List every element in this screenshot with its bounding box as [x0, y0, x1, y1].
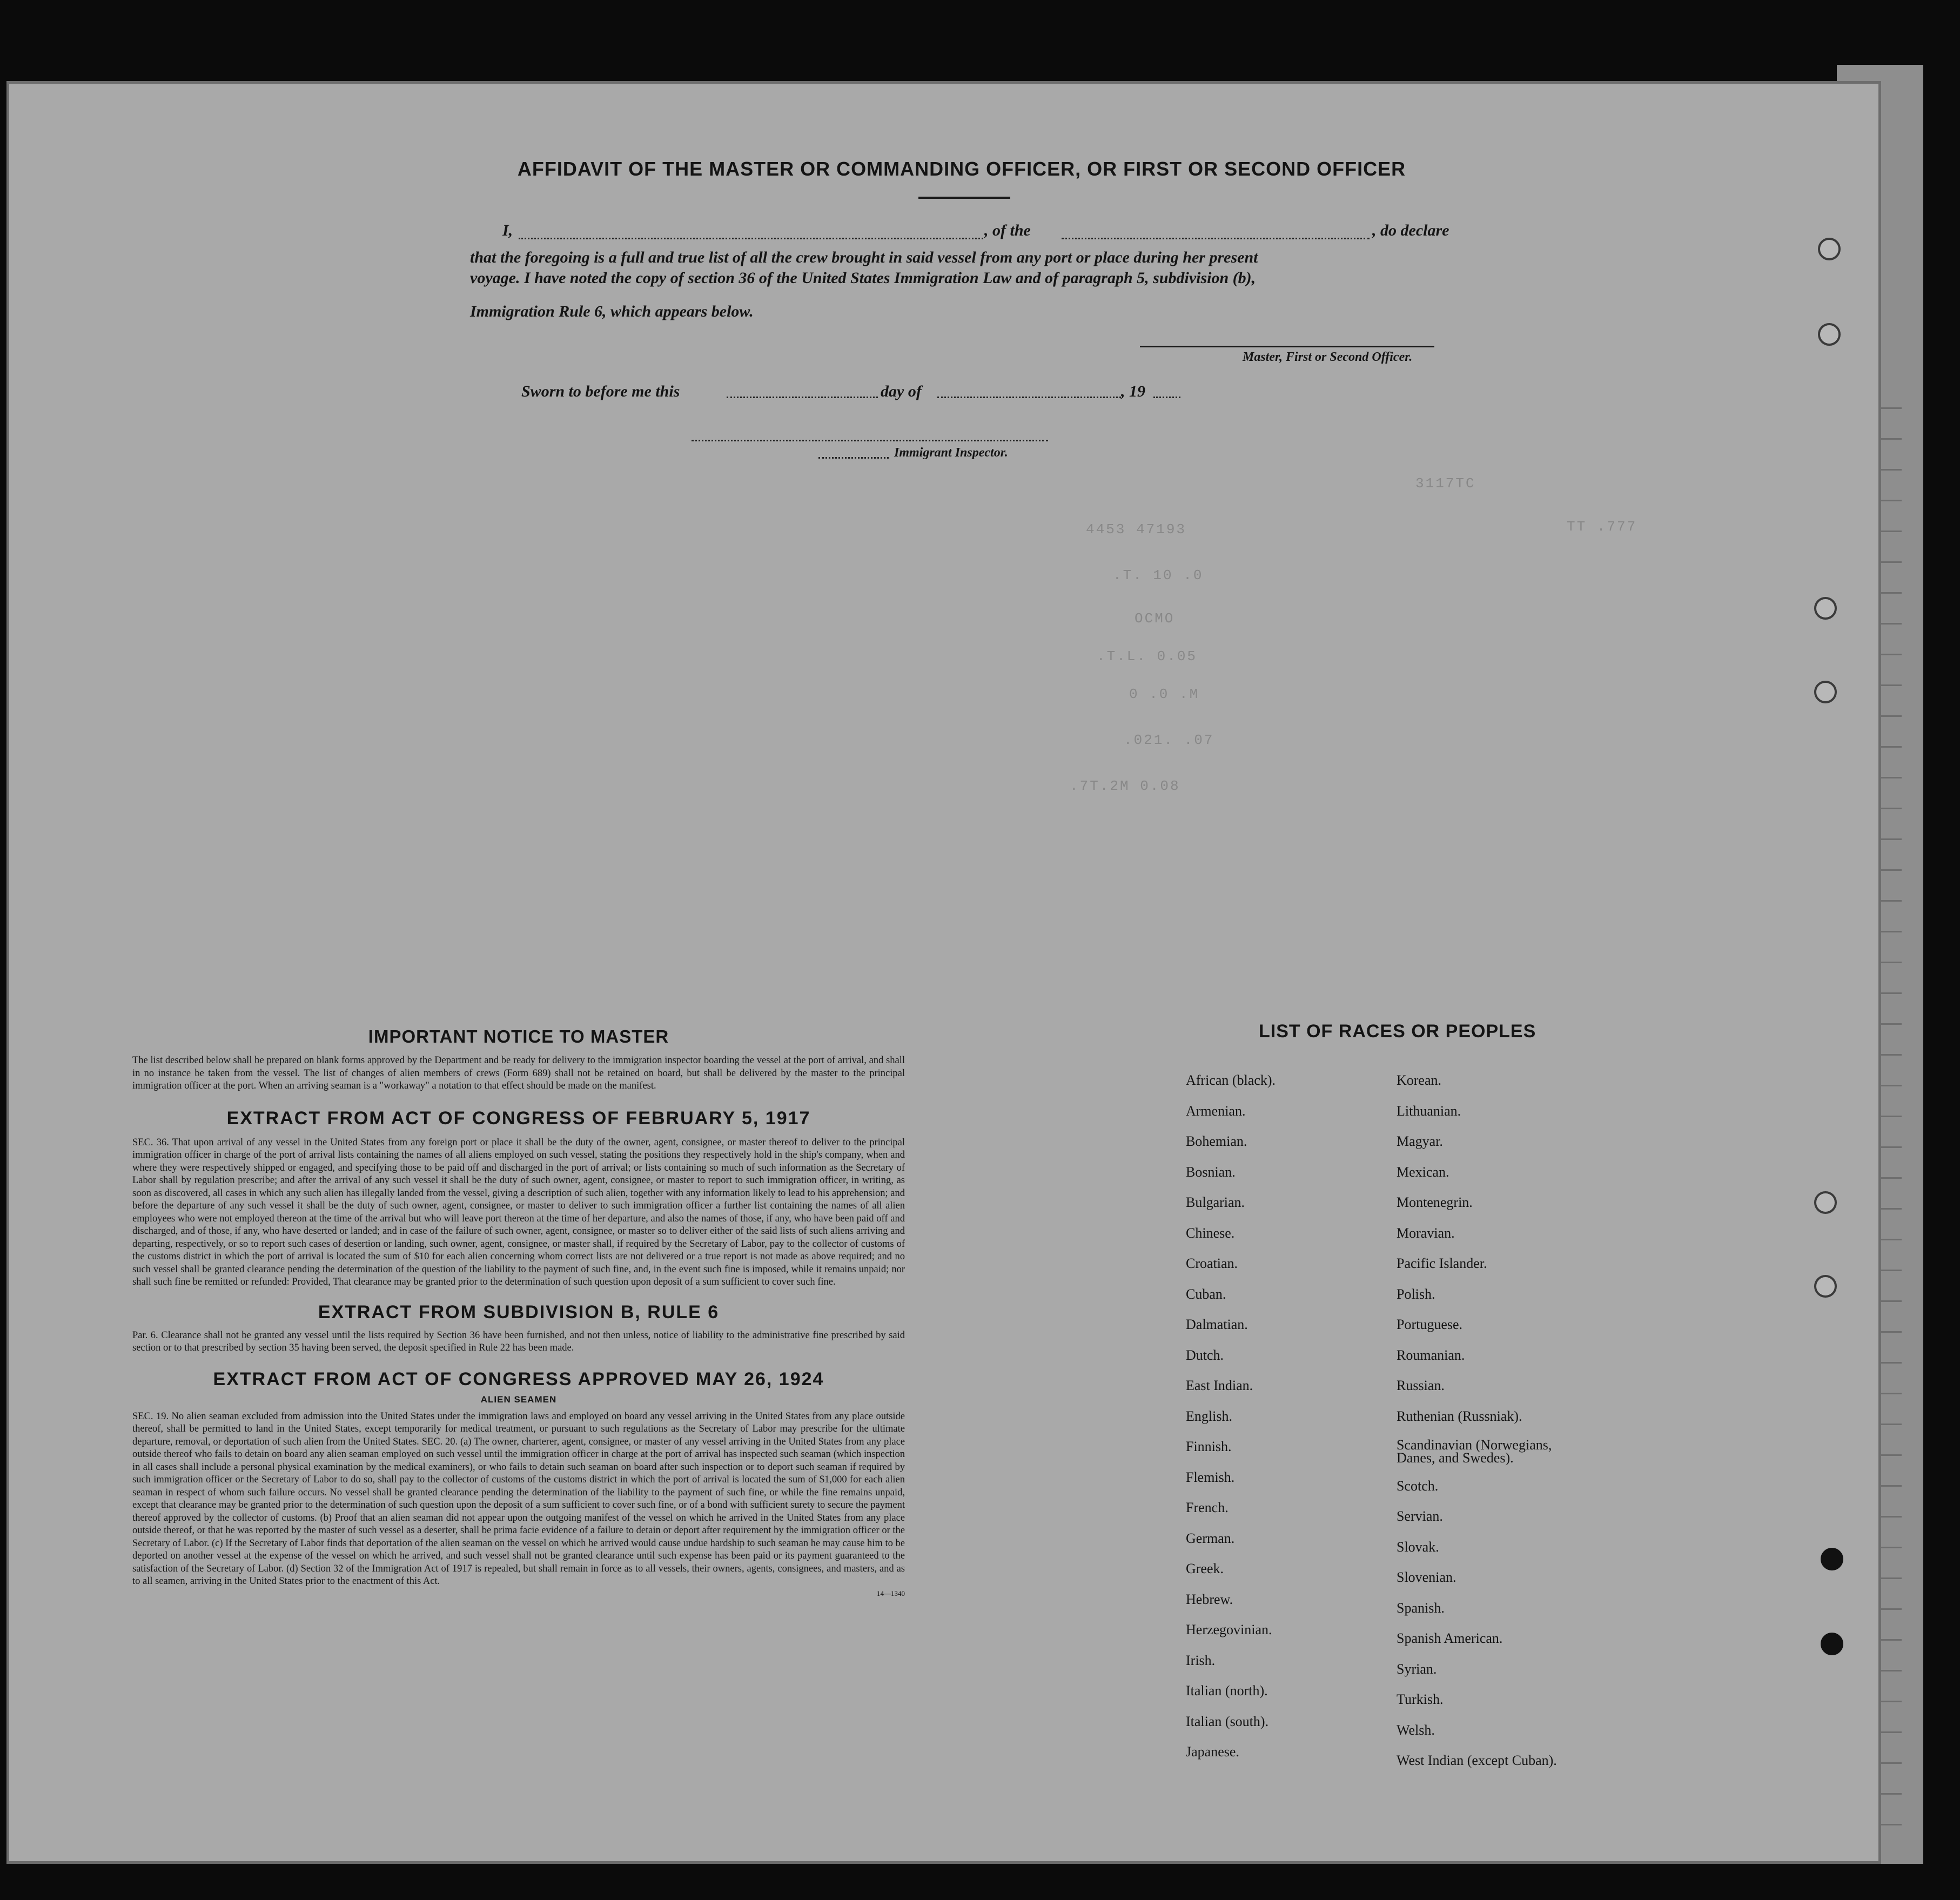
race-item-right: Turkish. — [1397, 1691, 1444, 1707]
extract-1917-body: SEC. 36. That upon arrival of any vessel in the United States from any foreign port or place it shall be the duty of the owner, agent, consignee, or master thereof to deliver to the principal immigration officer in charge of the port of arrival lists containing the names of all aliens employed on such vessel, stating the positions they respectively hold in the ship's company, when and where they were respectively shipped or engaged, and specifying those to be paid off and discharged in the port of arrival; or lists containing so much of such information as the Secretary of Labor shall by regulation prescribe; and after the arrival of any such vessel it shall be the duty of such owner, agent, consignee, or master to report to such immigration officer, in writing, as soon as discovered, all cases in which any such alien has illegally landed from the vessel, giving a description of such alien, together with any information likely to lead to his apprehension; and before the departure of any such vessel it shall be the duty of such owner, agent, consignee, or master to deliver to such immigration officer a further list containing the names of all alien employees who were not employed thereon at the time of the arrival but who will leave port thereon at the time of her departure, and also the names of those, if any, who have been paid off and discharged, and of those, if any, who have deserted or landed; and in case of the failure of such owner, agent, consignee, or master so to deliver either of the said lists of such aliens arriving and departing, respectively, or so to report such cases of desertion or landing, such owner, agent, consignee, or master shall, if required by the Secretary of Labor, pay to the collector of customs of the customs district in which the port of arrival is located the sum of $10 for each alien concerning whom correct lists are not delivered or a true report is not made as above required; and no such vessel shall be granted clearance pending the determination of the question of the liability to the payment of such fine, and, in the event such fine is imposed, while it remains unpaid; nor shall such fine be remitted or refunded: Provided, That clearance may be granted prior to the determination of such question upon deposit of a sum sufficient to cover such fine. — [132, 1137, 905, 1287]
race-item-left: German. — [1186, 1530, 1235, 1546]
race-item-right: Pacific Islander. — [1397, 1256, 1487, 1271]
race-item-left: Dalmatian. — [1186, 1317, 1248, 1332]
inspector-signature-line[interactable] — [692, 440, 1048, 441]
punch-hole — [1814, 681, 1837, 703]
race-item-right: Mexican. — [1397, 1164, 1449, 1180]
punch-hole — [1814, 1191, 1837, 1214]
sworn-year-prefix: , 19 — [1121, 382, 1145, 400]
race-item-right: Welsh. — [1397, 1722, 1435, 1738]
title-underline — [918, 197, 1010, 199]
race-item-right: Korean. — [1397, 1072, 1442, 1088]
races-title: LIST OF RACES OR PEOPLES — [1259, 1021, 1536, 1042]
race-item-right: Servian. — [1397, 1508, 1443, 1524]
affidavit-title: AFFIDAVIT OF THE MASTER OR COMMANDING OFFICER, OR FIRST OR SECOND OFFICER — [517, 158, 1406, 180]
form-number: 14—1340 — [877, 1589, 905, 1597]
sworn-month-field[interactable] — [937, 397, 1121, 398]
punch-hole — [1818, 323, 1841, 346]
affidavit-line-2: that the foregoing is a full and true list of all the crew brought in said vessel from any port or place during her present — [470, 249, 1258, 266]
punch-hole — [1814, 1275, 1837, 1298]
race-item-left: Herzegovinian. — [1186, 1622, 1272, 1637]
inspector-caption: Immigrant Inspector. — [894, 446, 1008, 460]
race-item-right: Moravian. — [1397, 1225, 1455, 1241]
race-item-right: Scandinavian (Norwegians, Danes, and Swedes). — [1397, 1437, 1552, 1466]
declarant-name-field[interactable] — [519, 238, 983, 239]
race-item-right: Montenegrin. — [1397, 1194, 1473, 1210]
notice-title: IMPORTANT NOTICE TO MASTER — [368, 1026, 669, 1046]
race-item-right: Portuguese. — [1397, 1317, 1463, 1332]
race-item-left: Hebrew. — [1186, 1591, 1233, 1607]
race-item-left: Greek. — [1186, 1561, 1224, 1576]
race-item-right: Syrian. — [1397, 1661, 1437, 1677]
affidavit-line-4: Immigration Rule 6, which appears below. — [470, 303, 754, 320]
vessel-name-field[interactable] — [1062, 238, 1370, 239]
punch-hole — [1821, 1548, 1843, 1570]
sworn-prefix: Sworn to before me this — [521, 382, 680, 400]
race-item-left: French. — [1186, 1500, 1229, 1515]
race-item-left: Irish. — [1186, 1652, 1216, 1668]
race-item-left: Croatian. — [1186, 1256, 1238, 1271]
race-item-left: English. — [1186, 1408, 1232, 1424]
race-item-right: Lithuanian. — [1397, 1103, 1461, 1119]
race-item-left: Bosnian. — [1186, 1164, 1236, 1180]
sworn-day-of: day of — [881, 382, 922, 400]
race-item-left: Chinese. — [1186, 1225, 1235, 1241]
race-item-left: Italian (south). — [1186, 1713, 1269, 1729]
race-item-right: Roumanian. — [1397, 1347, 1465, 1363]
race-item-right: Russian. — [1397, 1378, 1445, 1393]
extract-1924-title: EXTRACT FROM ACT OF CONGRESS APPROVED MAY 26, 1924 — [213, 1368, 824, 1389]
race-item-left: Cuban. — [1186, 1286, 1226, 1302]
race-item-left: Flemish. — [1186, 1469, 1235, 1485]
race-item-left: Italian (north). — [1186, 1683, 1268, 1698]
race-item-right: West Indian (except Cuban). — [1397, 1753, 1557, 1768]
race-item-left: Finnish. — [1186, 1439, 1232, 1454]
race-item-right: Scotch. — [1397, 1478, 1439, 1494]
race-item-left: Japanese. — [1186, 1744, 1239, 1760]
notice-body: The list described below shall be prepared on blank forms approved by the Department and be ready for delivery to the immigration inspector boarding the vessel at the port of arrival, and shall in no instance be taken from the vessel. The list of changes of alien members of crews (Form 689) shall not be retained on board, but shall be delivered by the master to the principal immigration officer at the port. When an arriving seaman is a "workaway" a notation to that effect should be made on the manifest. — [132, 1055, 905, 1091]
race-item-left: East Indian. — [1186, 1378, 1253, 1393]
affidavit-do-declare: , do declare — [1372, 221, 1449, 239]
race-item-left: Bohemian. — [1186, 1133, 1247, 1149]
punch-hole — [1821, 1633, 1843, 1655]
race-item-right: Polish. — [1397, 1286, 1435, 1302]
race-item-right: Spanish. — [1397, 1600, 1445, 1616]
punch-hole — [1818, 238, 1841, 260]
race-item-right: Magyar. — [1397, 1133, 1443, 1149]
affidavit-line-3: voyage. I have noted the copy of section 36 of the United States Immigration Law and of paragraph 5, subdivision (b), — [470, 269, 1256, 287]
race-item-left: Bulgarian. — [1186, 1194, 1245, 1210]
master-signature-line[interactable] — [1140, 346, 1434, 347]
race-item-right: Slovak. — [1397, 1539, 1439, 1555]
extract-1924-body: SEC. 19. No alien seaman excluded from admission into the United States under the immigration laws and employed on board any vessel arriving in the United States from any place outside thereof, shall be permitted to land in the United States, except temporarily for medical treatment, or pursuant to such regulations as the Secretary of Labor may prescribe for the ultimate departure, removal, or deportation of such alien from the United States. SEC. 20. (a) The owner, charterer, agent, consignee, or master of any vessel arriving in the United States from any place outside thereof who fails to detain on board any alien seaman employed on such vessel until the immigration officer in charge at the port of arrival has inspected such seaman (which inspection in all cases shall include a personal physical examination by the medical examiners), or who fails to detain such seaman on board after such inspection or to deport such seaman if required by such immigration officer or the Secretary of Labor to do so, shall pay to the collector of customs of the customs district in which the port of arrival is located the sum of $1,000 for each alien seaman in respect of whom such failure occurs. No vessel shall be granted clearance pending the determination of the liability to the payment of such fine, or while the fine remains unpaid, except that clearance may be granted prior to the determination of such question upon the deposit of a sum sufficient to cover such fine, or of a bond with sufficient surety to secure the payment thereof approved by the collector of customs. (b) Proof that an alien seaman did not appear upon the outgoing manifest of the vessel on which he arrived in the United States from any place outside thereof, or that he was reported by the master of such vessel as a deserter, shall be prima facie evidence of a failure to detain or deport after requirement by the immigration officer or the Secretary of Labor. (c) If the Secretary of Labor finds that deportation of the alien seaman on the vessel on which he arrived would cause undue hardship to such seaman he may cause him to be deported on another vessel at the expense of the vessel on which he arrived, and such vessel shall not be granted clearance until such expense has been paid or its payment guaranteed to the satisfaction of the Secretary of Labor. (d) Section 32 of the Immigration Act of 1917 is repealed, but shall remain in force as to all vessels, their owners, agents, consignees, and masters, and as to all seamen, arriving in the United States prior to the enactment of this Act. — [132, 1411, 905, 1587]
extract-rule6-body: Par. 6. Clearance shall not be granted any vessel until the lists required by Section 36 have been furnished, and not then unless, notice of liability to the administrative fine prescribed by said section or to that prescribed by section 35 having been served, the deposit specified in Rule 22 has been made. — [132, 1330, 905, 1353]
affidavit-of-the: , of the — [984, 221, 1031, 239]
notices-column — [132, 1026, 905, 1598]
punch-hole — [1814, 597, 1837, 620]
race-item-left: African (black). — [1186, 1072, 1276, 1088]
race-item-right: Ruthenian (Russniak). — [1397, 1408, 1522, 1424]
extract-rule6-title: EXTRACT FROM SUBDIVISION B, RULE 6 — [318, 1301, 720, 1322]
sworn-year-field[interactable] — [1153, 397, 1180, 398]
extract-1924-subtitle: ALIEN SEAMEN — [480, 1394, 557, 1405]
race-item-left: Armenian. — [1186, 1103, 1246, 1119]
sworn-day-field[interactable] — [727, 397, 878, 398]
race-item-right: Spanish American. — [1397, 1630, 1503, 1646]
extract-1917-title: EXTRACT FROM ACT OF CONGRESS OF FEBRUARY 5, 1917 — [226, 1107, 811, 1129]
affidavit-i: I, — [502, 221, 513, 239]
race-item-left: Dutch. — [1186, 1347, 1224, 1363]
master-signature-caption: Master, First or Second Officer. — [1243, 350, 1413, 364]
race-item-right: Slovenian. — [1397, 1569, 1456, 1585]
